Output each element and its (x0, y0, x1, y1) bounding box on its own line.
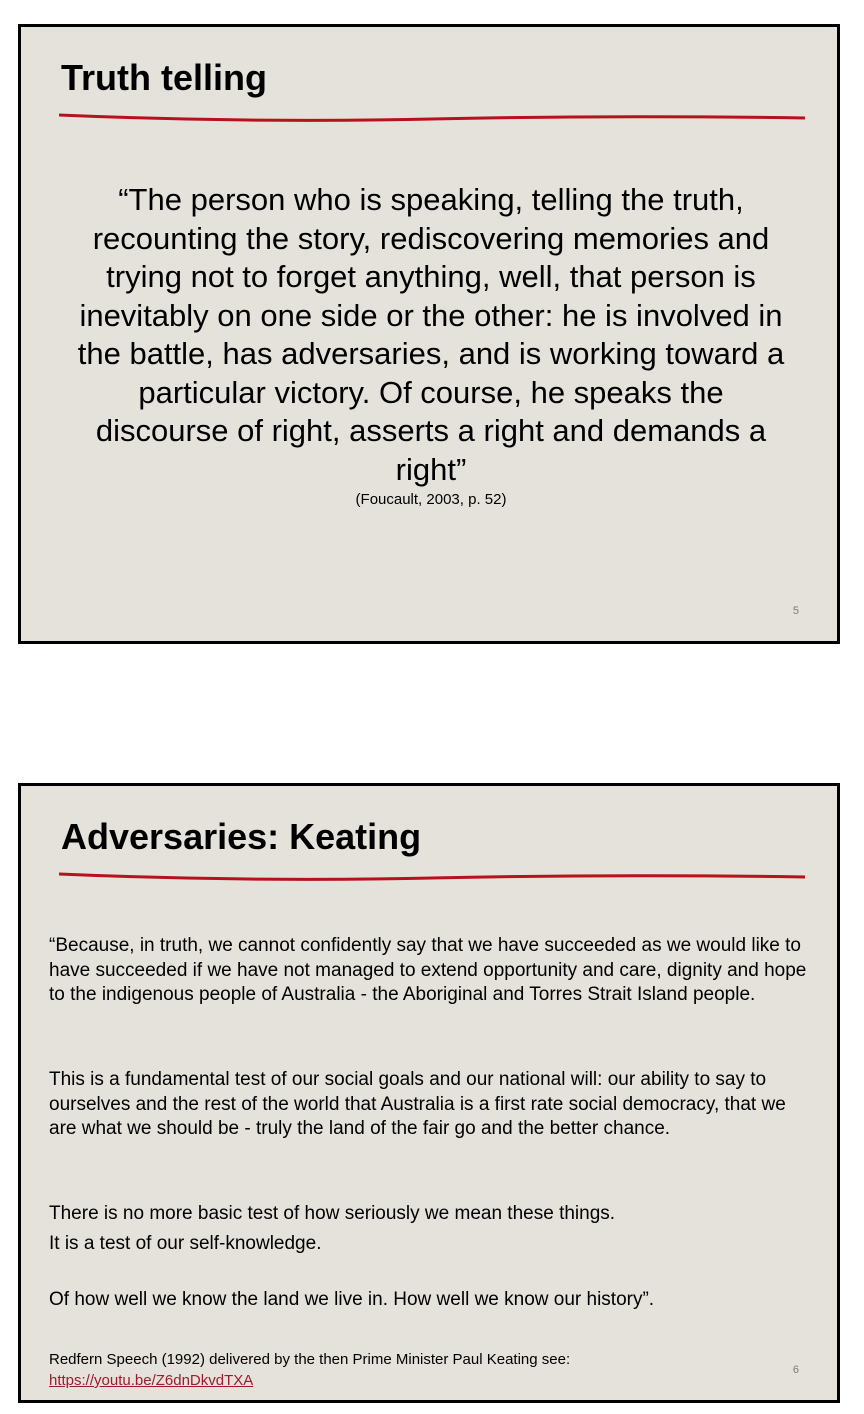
speech-paragraph-3 (49, 1199, 809, 1259)
slide-6 (18, 783, 840, 1403)
quote-citation: (Foucault, 2003, p. 52) (355, 491, 507, 508)
source-note (49, 1349, 749, 1391)
title-underline (59, 870, 805, 884)
source-link[interactable]: https://youtu.be/Z6dnDkvdTXA (49, 1372, 254, 1389)
slide-title: Truth telling (61, 57, 267, 98)
speech-paragraph-3-line-2: It is a test of our self-knowledge. (49, 1233, 322, 1254)
slide-title: Adversaries: Keating (61, 816, 422, 857)
speech-paragraph-2: This is a fundamental test of our social goals and our national will: our ability to say to ourselves and the rest of the world that Australia is a first rate social democracy, that we are what we should be - truly the land of the fair go and the better chance. (49, 1069, 786, 1139)
slide-5 (18, 24, 840, 644)
speech-paragraph-1: “Because, in truth, we cannot confidently say that we have succeeded as we would like to have succeeded if we have not managed to extend opportunity and care, dignity and hope to the indigenous people of Australia - the Aboriginal and Torres Strait Island people. (49, 935, 807, 1005)
quote-block (71, 181, 791, 509)
title-underline (59, 111, 805, 125)
slide-number: 5 (792, 605, 799, 617)
source-text: Redfern Speech (1992) delivered by the then Prime Minister Paul Keating see: (49, 1351, 571, 1368)
speech-paragraph-3-line-1: There is no more basic test of how seriously we mean these things. (49, 1203, 616, 1224)
speech-paragraph-4: Of how well we know the land we live in. How well we know our history”. (49, 1289, 655, 1310)
slide-number: 6 (792, 1364, 799, 1376)
quote-text: “The person who is speaking, telling the truth, recounting the story, rediscovering memories and trying not to forget anything, well, that person is inevitably on one side or the other: he is involved in the battle, has adversaries, and is working toward a particular victory. Of course, he speaks the discourse of right, asserts a right and demands a right” (77, 182, 785, 487)
